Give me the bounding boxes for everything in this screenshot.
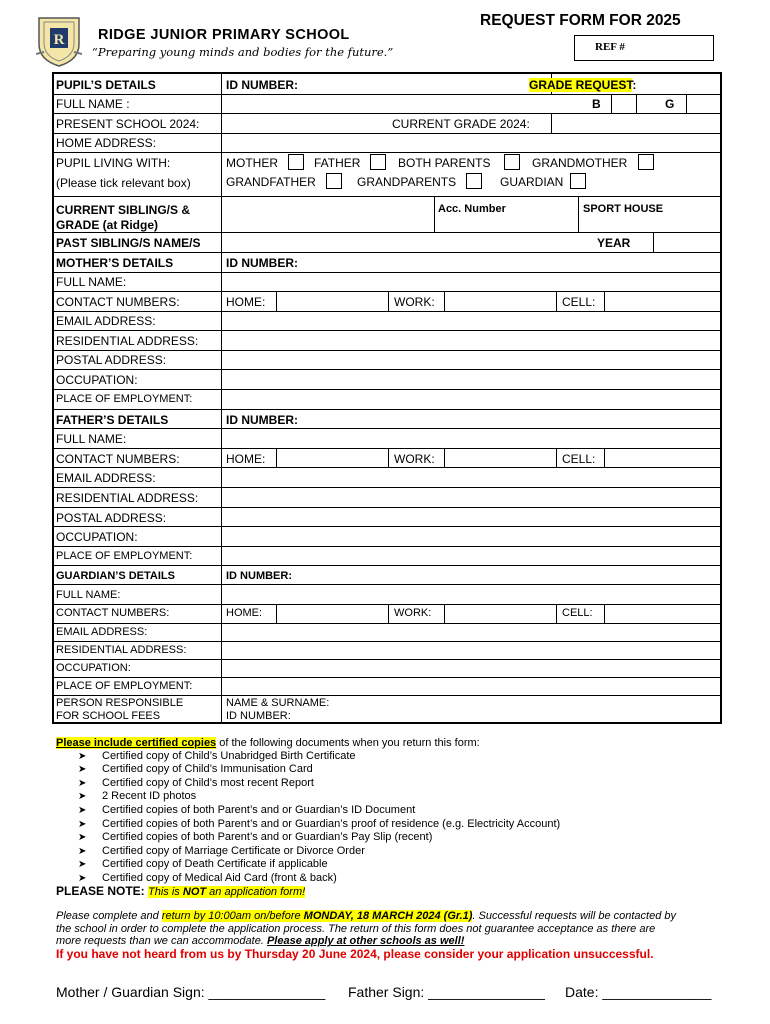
documents-intro [56,737,560,750]
guardian-cell-label: CELL: [562,607,593,619]
guardian-id-label: ID NUMBER: [226,570,292,582]
mother-signature-line[interactable]: Mother / Guardian Sign: _______________ [56,984,326,1000]
father-home-label: HOME: [226,452,266,466]
current-grade-label: CURRENT GRADE 2024: [392,117,530,131]
father-postal-label: POSTAL ADDRESS: [56,511,167,525]
living-with-label: PUPIL LIVING WITH: [56,156,171,170]
instr-p2: return by 10:00am on/before [161,910,304,922]
guardian-occupation-label: OCCUPATION: [56,662,131,674]
option-mother-label: MOTHER [226,156,278,170]
warning-text: If you have not heard from us by Thursday 20 June 2024, please consider your application unsuccessful. [56,947,654,961]
guardian-full-name-label: FULL NAME: [56,589,121,601]
instr-p5: the school in order to complete the application process. The return of this form does not guarantee acceptance as there are [56,922,656,935]
not-app-part2: NOT [182,886,207,898]
school-crest-icon [36,14,82,68]
instr-p6: more requests than we can accommodate. [56,935,267,948]
instr-p3: MONDAY, 18 MARCH 2024 (Gr.1) [303,910,473,922]
pupil-id-label: ID NUMBER: [226,78,298,92]
fees-name-surname-label: NAME & SURNAME: [226,697,330,709]
option-grandfather-checkbox[interactable] [326,173,342,189]
guardian-contact-label: CONTACT NUMBERS: [56,607,170,619]
documents-section [56,737,560,886]
option-father-label: FATHER [314,156,361,170]
list-item: ➤ Certified copies of both Parent’s and or Guardian’s proof of residence (e.g. Electricity Account) [78,818,560,832]
father-section-title: FATHER’S DETAILS [56,413,169,427]
guardian-home-label: HOME: [226,607,263,619]
sport-house-label: SPORT HOUSE [583,203,664,215]
acc-number-label: Acc. Number [438,203,506,215]
instr-p4: . Successful requests will be contacted by [472,910,676,922]
mother-email-label: EMAIL ADDRESS: [56,314,156,328]
instr-p1: Please complete and [56,910,162,922]
grade-request-colon: : [632,78,637,92]
ref-number-field[interactable] [574,35,714,61]
option-both-parents-checkbox[interactable] [504,154,520,170]
father-signature-line[interactable]: Father Sign: _______________ [348,984,545,1000]
fees-responsible-label-2: FOR SCHOOL FEES [56,710,161,722]
father-cell-label: CELL: [562,452,596,466]
present-school-label: PRESENT SCHOOL 2024: [56,117,200,131]
mother-id-label: ID NUMBER: [226,256,298,270]
option-grandmother-checkbox[interactable] [638,154,654,170]
list-item: ➤ Certified copy of Death Certificate if applicable [78,858,560,872]
guardian-email-label: EMAIL ADDRESS: [56,626,148,638]
details-table [52,72,722,724]
guardian-employment-label: PLACE OF EMPLOYMENT: [56,680,193,692]
mother-cell-label: CELL: [562,295,596,309]
father-occupation-label: OCCUPATION: [56,530,138,544]
guardian-residential-label: RESIDENTIAL ADDRESS: [56,644,187,656]
father-contact-label: CONTACT NUMBERS: [56,452,180,466]
sibling-grade-label: GRADE (at Ridge) [56,218,158,232]
father-id-label: ID NUMBER: [226,413,298,427]
mother-home-label: HOME: [226,295,266,309]
mother-residential-label: RESIDENTIAL ADDRESS: [56,334,199,348]
father-work-label: WORK: [394,452,435,466]
documents-intro-rest: of the following documents when you return this form: [216,737,480,749]
option-grandfather-label: GRANDFATHER [226,175,316,189]
fees-id-label: ID NUMBER: [226,710,291,722]
school-name: RIDGE JUNIOR PRIMARY SCHOOL [98,27,350,43]
documents-list [78,750,560,886]
tick-note: (Please tick relevant box) [56,176,191,190]
mother-contact-label: CONTACT NUMBERS: [56,295,180,309]
current-siblings-label: CURRENT SIBLING/S & [56,203,191,217]
option-mother-checkbox[interactable] [288,154,304,170]
guardian-work-label: WORK: [394,607,432,619]
list-item: ➤ Certified copies of both Parent’s and or Guardian’s Pay Slip (recent) [78,831,560,845]
guardian-section-title: GUARDIAN’S DETAILS [56,570,175,582]
father-full-name-label: FULL NAME: [56,432,127,446]
option-grandparents-checkbox[interactable] [466,173,482,189]
list-item: ➤ Certified copy of Child’s Unabridged Birth Certificate [78,750,560,764]
mother-postal-label: POSTAL ADDRESS: [56,353,167,367]
date-line[interactable]: Date: ______________ [565,984,712,1000]
pupil-section-title: PUPIL’S DETAILS [56,78,156,92]
option-guardian-label: GUARDIAN [500,175,564,189]
please-note [56,885,305,899]
father-email-label: EMAIL ADDRESS: [56,471,156,485]
list-item: ➤ Certified copy of Medical Aid Card (front & back) [78,872,560,886]
svg-text:R: R [53,32,65,48]
mother-full-name-label: FULL NAME: [56,275,127,289]
not-app-part1: This is [148,886,183,898]
grade-request-text: GRADE REQUEST [529,78,633,92]
please-note-label: PLEASE NOTE: [56,884,145,898]
home-address-label: HOME ADDRESS: [56,136,157,150]
past-siblings-label: PAST SIBLING/S NAME/S [56,236,201,250]
father-residential-label: RESIDENTIAL ADDRESS: [56,491,199,505]
instr-p7: Please apply at other schools as well! [266,935,465,948]
not-application-note [148,886,305,898]
list-item: ➤ 2 Recent ID photos [78,790,560,804]
form-title: REQUEST FORM FOR 2025 [480,12,681,29]
ref-label: REF # [595,41,625,53]
list-item: ➤ Certified copy of Child’s most recent Report [78,777,560,791]
mother-employment-label: PLACE OF EMPLOYMENT: [56,393,193,405]
list-item: ➤ Certified copy of Marriage Certificate or Divorce Order [78,845,560,859]
year-label: YEAR [597,236,631,250]
grade-request-label [529,78,636,92]
option-grandmother-label: GRANDMOTHER [532,156,628,170]
option-grandparents-label: GRANDPARENTS [357,175,457,189]
not-app-part3: an application form! [206,886,306,898]
list-item: ➤ Certified copy of Child’s Immunisation Card [78,763,560,777]
documents-intro-highlight: Please include certified copies [56,737,217,749]
school-motto: “Preparing young minds and bodies for the future.” [92,45,394,59]
mother-work-label: WORK: [394,295,435,309]
option-both-parents-label: BOTH PARENTS [398,156,491,170]
grade-boy-label: B [592,97,601,111]
fees-responsible-label: PERSON RESPONSIBLE [56,697,184,709]
mother-section-title: MOTHER’S DETAILS [56,256,174,270]
instructions-paragraph [56,910,726,948]
mother-occupation-label: OCCUPATION: [56,373,138,387]
option-guardian-checkbox[interactable] [570,173,586,189]
option-father-checkbox[interactable] [370,154,386,170]
pupil-full-name-label: FULL NAME : [56,97,130,111]
father-employment-label: PLACE OF EMPLOYMENT: [56,550,193,562]
list-item: ➤ Certified copies of both Parent’s and or Guardian’s ID Document [78,804,560,818]
grade-girl-label: G [665,97,675,111]
